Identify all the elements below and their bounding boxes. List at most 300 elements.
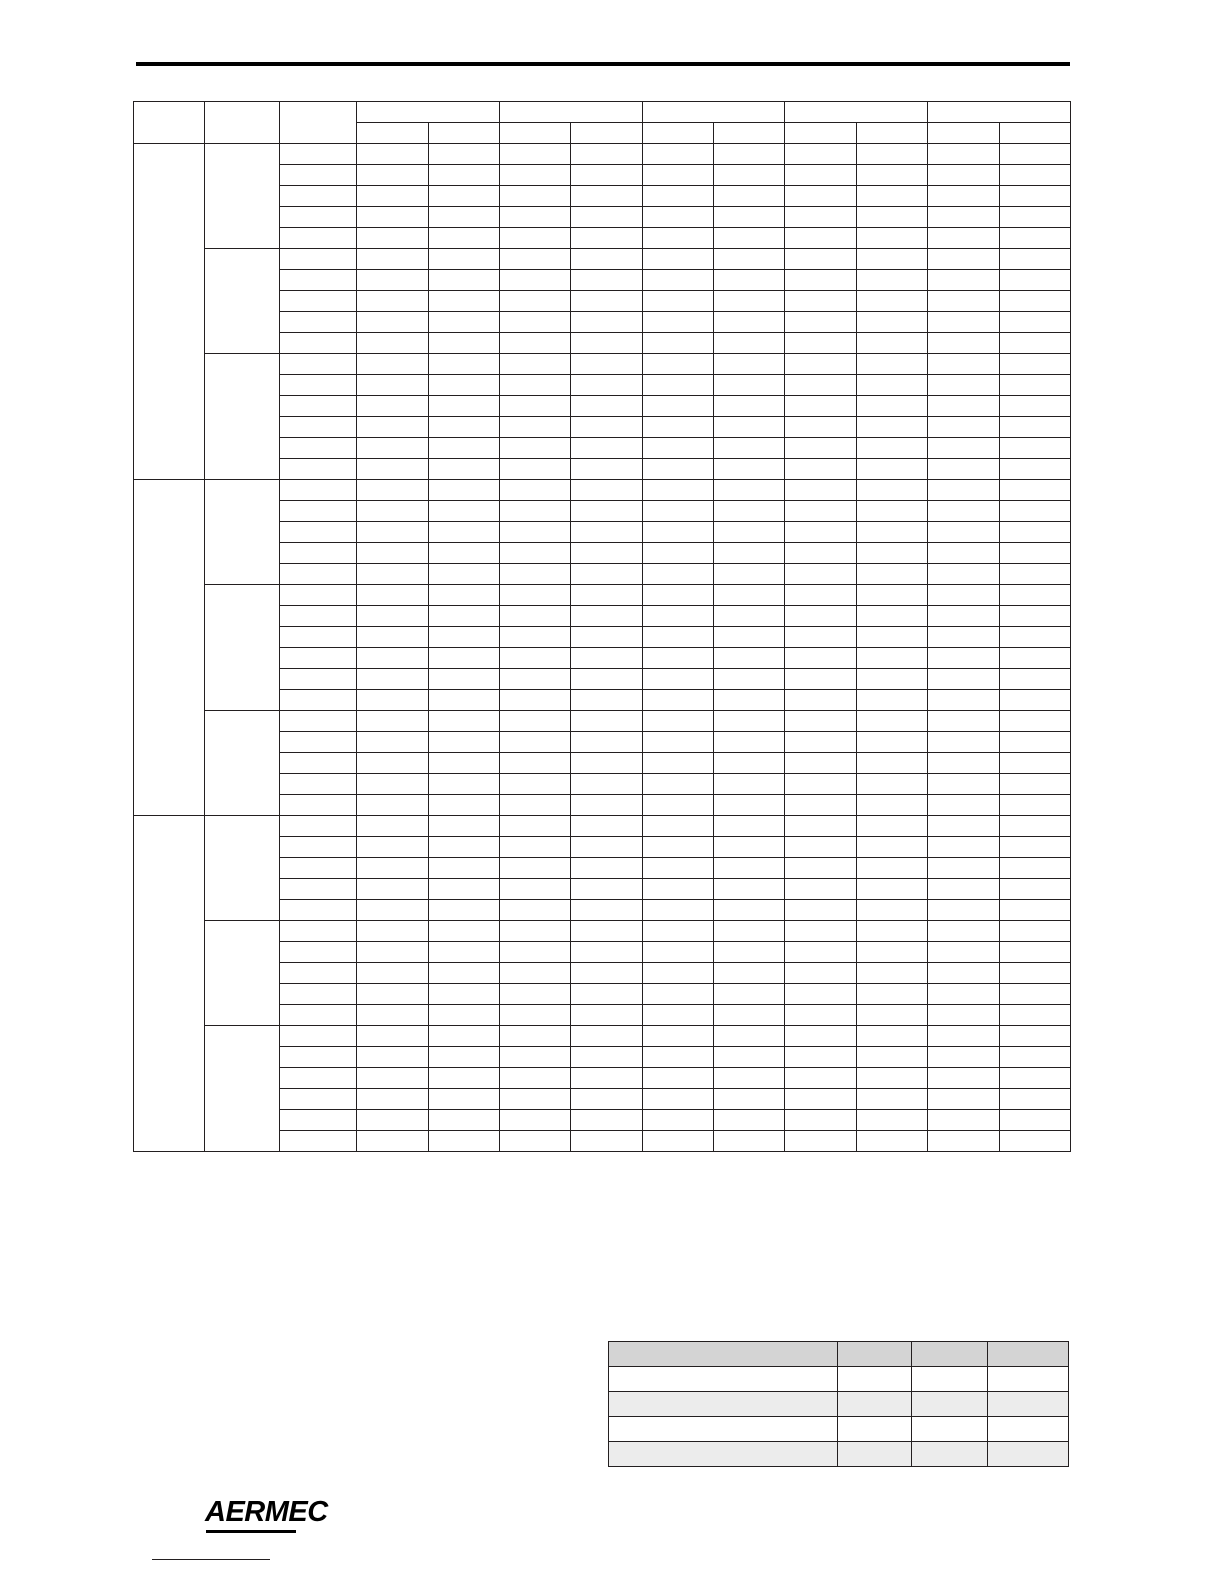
data-cell bbox=[428, 900, 499, 921]
row-value bbox=[838, 1392, 912, 1417]
table-row bbox=[134, 711, 1071, 732]
data-cell bbox=[928, 795, 999, 816]
data-cell bbox=[357, 228, 428, 249]
data-cell bbox=[571, 795, 642, 816]
data-cell bbox=[642, 753, 713, 774]
data-cell bbox=[428, 144, 499, 165]
data-cell bbox=[714, 543, 785, 564]
data-cell bbox=[500, 543, 571, 564]
data-cell bbox=[785, 270, 856, 291]
data-cell bbox=[642, 795, 713, 816]
data-cell bbox=[500, 900, 571, 921]
data-cell bbox=[928, 165, 999, 186]
data-cell bbox=[856, 606, 927, 627]
data-cell bbox=[856, 270, 927, 291]
data-cell bbox=[428, 795, 499, 816]
row-value bbox=[988, 1417, 1069, 1442]
data-cell bbox=[928, 648, 999, 669]
unit-cell bbox=[280, 333, 357, 354]
row-value bbox=[912, 1417, 988, 1442]
data-cell bbox=[714, 858, 785, 879]
data-cell bbox=[428, 816, 499, 837]
data-cell bbox=[999, 480, 1070, 501]
header-sub-4 bbox=[571, 123, 642, 144]
data-cell bbox=[999, 879, 1070, 900]
data-cell bbox=[999, 816, 1070, 837]
data-cell bbox=[856, 921, 927, 942]
data-cell bbox=[785, 564, 856, 585]
data-cell bbox=[357, 333, 428, 354]
data-cell bbox=[357, 1005, 428, 1026]
data-cell bbox=[642, 627, 713, 648]
data-cell bbox=[856, 249, 927, 270]
unit-cell bbox=[280, 312, 357, 333]
data-cell bbox=[928, 417, 999, 438]
data-cell bbox=[785, 900, 856, 921]
data-cell bbox=[785, 1089, 856, 1110]
data-cell bbox=[928, 963, 999, 984]
data-cell bbox=[999, 648, 1070, 669]
data-cell bbox=[642, 354, 713, 375]
unit-cell bbox=[280, 774, 357, 795]
data-cell bbox=[714, 942, 785, 963]
data-cell bbox=[928, 1026, 999, 1047]
data-cell bbox=[999, 774, 1070, 795]
data-cell bbox=[928, 543, 999, 564]
data-cell bbox=[856, 165, 927, 186]
data-cell bbox=[642, 879, 713, 900]
data-cell bbox=[785, 774, 856, 795]
data-cell bbox=[428, 291, 499, 312]
subgroup-label-cell-3-1 bbox=[205, 816, 280, 921]
data-cell bbox=[571, 669, 642, 690]
data-cell bbox=[500, 501, 571, 522]
data-cell bbox=[785, 543, 856, 564]
data-cell bbox=[856, 858, 927, 879]
data-cell bbox=[357, 816, 428, 837]
data-cell bbox=[856, 1089, 927, 1110]
unit-cell bbox=[280, 1026, 357, 1047]
data-cell bbox=[571, 333, 642, 354]
data-cell bbox=[428, 1068, 499, 1089]
data-cell bbox=[856, 186, 927, 207]
data-cell bbox=[999, 144, 1070, 165]
data-cell bbox=[571, 585, 642, 606]
data-cell bbox=[571, 228, 642, 249]
row-label bbox=[609, 1442, 838, 1467]
data-cell bbox=[785, 858, 856, 879]
table-row bbox=[134, 816, 1071, 837]
data-cell bbox=[856, 543, 927, 564]
data-cell bbox=[571, 1089, 642, 1110]
data-cell bbox=[357, 249, 428, 270]
data-cell bbox=[785, 501, 856, 522]
data-cell bbox=[785, 333, 856, 354]
data-cell bbox=[928, 879, 999, 900]
data-cell bbox=[856, 564, 927, 585]
data-cell bbox=[999, 753, 1070, 774]
data-cell bbox=[428, 879, 499, 900]
secondary-table bbox=[608, 1341, 1069, 1467]
main-data-table-container bbox=[133, 101, 1071, 1152]
data-cell bbox=[571, 249, 642, 270]
unit-cell bbox=[280, 438, 357, 459]
data-cell bbox=[642, 333, 713, 354]
data-cell bbox=[357, 501, 428, 522]
data-cell bbox=[856, 333, 927, 354]
unit-cell bbox=[280, 879, 357, 900]
data-cell bbox=[642, 396, 713, 417]
data-cell bbox=[856, 480, 927, 501]
data-cell bbox=[785, 711, 856, 732]
data-cell bbox=[571, 501, 642, 522]
data-cell bbox=[571, 186, 642, 207]
data-cell bbox=[428, 1110, 499, 1131]
data-cell bbox=[999, 396, 1070, 417]
data-cell bbox=[856, 1068, 927, 1089]
data-cell bbox=[856, 291, 927, 312]
data-cell bbox=[357, 354, 428, 375]
data-cell bbox=[642, 711, 713, 732]
data-cell bbox=[428, 690, 499, 711]
data-cell bbox=[642, 963, 713, 984]
data-cell bbox=[999, 354, 1070, 375]
data-cell bbox=[714, 291, 785, 312]
data-cell bbox=[571, 1068, 642, 1089]
table-header-row-1 bbox=[134, 102, 1071, 123]
unit-cell bbox=[280, 942, 357, 963]
data-cell bbox=[357, 543, 428, 564]
table-row bbox=[134, 144, 1071, 165]
data-cell bbox=[500, 249, 571, 270]
data-cell bbox=[642, 564, 713, 585]
group-label-cell-2 bbox=[134, 480, 205, 816]
data-cell bbox=[999, 459, 1070, 480]
data-cell bbox=[856, 774, 927, 795]
data-cell bbox=[500, 753, 571, 774]
data-cell bbox=[357, 627, 428, 648]
unit-cell bbox=[280, 1005, 357, 1026]
data-cell bbox=[642, 228, 713, 249]
data-cell bbox=[856, 1047, 927, 1068]
data-cell bbox=[500, 1110, 571, 1131]
unit-cell bbox=[280, 522, 357, 543]
data-cell bbox=[571, 858, 642, 879]
row-label bbox=[609, 1392, 838, 1417]
data-cell bbox=[571, 291, 642, 312]
data-cell bbox=[928, 984, 999, 1005]
data-cell bbox=[642, 732, 713, 753]
header-cell-group bbox=[134, 102, 205, 144]
data-cell bbox=[357, 1089, 428, 1110]
data-cell bbox=[714, 312, 785, 333]
data-cell bbox=[642, 438, 713, 459]
data-cell bbox=[357, 921, 428, 942]
data-cell bbox=[856, 501, 927, 522]
data-cell bbox=[714, 963, 785, 984]
data-cell bbox=[928, 690, 999, 711]
header-sub-5 bbox=[642, 123, 713, 144]
data-cell bbox=[357, 732, 428, 753]
data-cell bbox=[357, 270, 428, 291]
header-cell-span-1 bbox=[357, 102, 500, 123]
data-cell bbox=[999, 375, 1070, 396]
data-cell bbox=[642, 165, 713, 186]
data-cell bbox=[928, 480, 999, 501]
data-cell bbox=[928, 186, 999, 207]
data-cell bbox=[714, 795, 785, 816]
data-cell bbox=[714, 1005, 785, 1026]
data-cell bbox=[571, 165, 642, 186]
data-cell bbox=[714, 228, 785, 249]
data-cell bbox=[642, 1110, 713, 1131]
unit-cell bbox=[280, 900, 357, 921]
data-cell bbox=[928, 1068, 999, 1089]
unit-cell bbox=[280, 921, 357, 942]
data-cell bbox=[642, 207, 713, 228]
data-cell bbox=[500, 585, 571, 606]
data-cell bbox=[357, 459, 428, 480]
data-cell bbox=[785, 249, 856, 270]
data-cell bbox=[500, 1005, 571, 1026]
data-cell bbox=[785, 459, 856, 480]
data-cell bbox=[571, 627, 642, 648]
data-cell bbox=[500, 837, 571, 858]
data-cell bbox=[571, 732, 642, 753]
main-data-table bbox=[133, 101, 1071, 1152]
row-label bbox=[609, 1367, 838, 1392]
data-cell bbox=[928, 921, 999, 942]
data-cell bbox=[785, 879, 856, 900]
data-cell bbox=[928, 711, 999, 732]
data-cell bbox=[785, 522, 856, 543]
data-cell bbox=[999, 1110, 1070, 1131]
unit-cell bbox=[280, 459, 357, 480]
main-table-body bbox=[134, 102, 1071, 1152]
data-cell bbox=[785, 396, 856, 417]
subgroup-label-cell-3-2 bbox=[205, 921, 280, 1026]
data-cell bbox=[785, 207, 856, 228]
data-cell bbox=[500, 438, 571, 459]
data-cell bbox=[714, 480, 785, 501]
data-cell bbox=[357, 837, 428, 858]
data-cell bbox=[714, 732, 785, 753]
unit-cell bbox=[280, 270, 357, 291]
data-cell bbox=[357, 396, 428, 417]
data-cell bbox=[785, 312, 856, 333]
data-cell bbox=[571, 1005, 642, 1026]
table-row bbox=[609, 1392, 1069, 1417]
data-cell bbox=[500, 417, 571, 438]
table-row bbox=[134, 249, 1071, 270]
data-cell bbox=[642, 375, 713, 396]
data-cell bbox=[928, 228, 999, 249]
data-cell bbox=[856, 375, 927, 396]
data-cell bbox=[999, 564, 1070, 585]
row-value bbox=[838, 1442, 912, 1467]
data-cell bbox=[642, 1047, 713, 1068]
data-cell bbox=[928, 627, 999, 648]
unit-cell bbox=[280, 417, 357, 438]
data-cell bbox=[714, 774, 785, 795]
data-cell bbox=[571, 711, 642, 732]
row-label bbox=[609, 1417, 838, 1442]
data-cell bbox=[785, 417, 856, 438]
data-cell bbox=[714, 354, 785, 375]
data-cell bbox=[357, 690, 428, 711]
data-cell bbox=[928, 501, 999, 522]
data-cell bbox=[785, 627, 856, 648]
data-cell bbox=[500, 1068, 571, 1089]
unit-cell bbox=[280, 564, 357, 585]
data-cell bbox=[714, 879, 785, 900]
data-cell bbox=[785, 1131, 856, 1152]
data-cell bbox=[571, 438, 642, 459]
data-cell bbox=[642, 459, 713, 480]
data-cell bbox=[642, 900, 713, 921]
data-cell bbox=[357, 417, 428, 438]
data-cell bbox=[714, 417, 785, 438]
data-cell bbox=[714, 144, 785, 165]
data-cell bbox=[714, 984, 785, 1005]
data-cell bbox=[571, 207, 642, 228]
data-cell bbox=[428, 963, 499, 984]
data-cell bbox=[785, 942, 856, 963]
data-cell bbox=[571, 837, 642, 858]
data-cell bbox=[500, 333, 571, 354]
data-cell bbox=[642, 984, 713, 1005]
data-cell bbox=[999, 207, 1070, 228]
unit-cell bbox=[280, 984, 357, 1005]
data-cell bbox=[714, 459, 785, 480]
data-cell bbox=[428, 207, 499, 228]
data-cell bbox=[500, 690, 571, 711]
data-cell bbox=[642, 522, 713, 543]
data-cell bbox=[642, 585, 713, 606]
data-cell bbox=[856, 354, 927, 375]
data-cell bbox=[999, 711, 1070, 732]
data-cell bbox=[500, 795, 571, 816]
data-cell bbox=[500, 207, 571, 228]
data-cell bbox=[357, 900, 428, 921]
data-cell bbox=[642, 480, 713, 501]
data-cell bbox=[428, 1026, 499, 1047]
data-cell bbox=[999, 585, 1070, 606]
data-cell bbox=[856, 984, 927, 1005]
data-cell bbox=[999, 606, 1070, 627]
data-cell bbox=[714, 438, 785, 459]
data-cell bbox=[642, 1026, 713, 1047]
row-value bbox=[912, 1367, 988, 1392]
data-cell bbox=[642, 858, 713, 879]
subgroup-label-cell-2-1 bbox=[205, 480, 280, 585]
data-cell bbox=[856, 522, 927, 543]
data-cell bbox=[928, 606, 999, 627]
data-cell bbox=[928, 564, 999, 585]
data-cell bbox=[571, 921, 642, 942]
data-cell bbox=[428, 1089, 499, 1110]
data-cell bbox=[856, 1131, 927, 1152]
unit-cell bbox=[280, 606, 357, 627]
data-cell bbox=[785, 354, 856, 375]
data-cell bbox=[928, 669, 999, 690]
data-cell bbox=[714, 522, 785, 543]
header-cell-span-4 bbox=[785, 102, 928, 123]
row-value bbox=[838, 1367, 912, 1392]
table-row bbox=[609, 1417, 1069, 1442]
data-cell bbox=[428, 417, 499, 438]
data-cell bbox=[714, 564, 785, 585]
data-cell bbox=[357, 942, 428, 963]
unit-cell bbox=[280, 249, 357, 270]
data-cell bbox=[999, 1047, 1070, 1068]
data-cell bbox=[428, 753, 499, 774]
data-cell bbox=[785, 186, 856, 207]
data-cell bbox=[571, 963, 642, 984]
data-cell bbox=[428, 606, 499, 627]
data-cell bbox=[428, 228, 499, 249]
row-value bbox=[988, 1442, 1069, 1467]
data-cell bbox=[856, 732, 927, 753]
data-cell bbox=[428, 186, 499, 207]
data-cell bbox=[642, 1131, 713, 1152]
data-cell bbox=[999, 900, 1070, 921]
data-cell bbox=[500, 522, 571, 543]
data-cell bbox=[571, 270, 642, 291]
unit-cell bbox=[280, 354, 357, 375]
data-cell bbox=[928, 942, 999, 963]
data-cell bbox=[357, 1026, 428, 1047]
row-value bbox=[838, 1342, 912, 1367]
data-cell bbox=[500, 1089, 571, 1110]
row-value bbox=[912, 1442, 988, 1467]
data-cell bbox=[571, 1047, 642, 1068]
data-cell bbox=[999, 942, 1070, 963]
data-cell bbox=[642, 942, 713, 963]
data-cell bbox=[856, 312, 927, 333]
data-cell bbox=[500, 984, 571, 1005]
unit-cell bbox=[280, 228, 357, 249]
data-cell bbox=[999, 543, 1070, 564]
data-cell bbox=[785, 291, 856, 312]
data-cell bbox=[642, 921, 713, 942]
data-cell bbox=[928, 207, 999, 228]
data-cell bbox=[785, 669, 856, 690]
data-cell bbox=[999, 984, 1070, 1005]
data-cell bbox=[571, 1110, 642, 1131]
data-cell bbox=[785, 480, 856, 501]
data-cell bbox=[357, 165, 428, 186]
unit-cell bbox=[280, 375, 357, 396]
data-cell bbox=[999, 165, 1070, 186]
data-cell bbox=[642, 1005, 713, 1026]
data-cell bbox=[428, 522, 499, 543]
data-cell bbox=[999, 669, 1070, 690]
data-cell bbox=[428, 774, 499, 795]
unit-cell bbox=[280, 711, 357, 732]
data-cell bbox=[500, 921, 571, 942]
data-cell bbox=[856, 459, 927, 480]
data-cell bbox=[856, 144, 927, 165]
page-top-rule bbox=[136, 62, 1070, 66]
data-cell bbox=[428, 1131, 499, 1152]
table-row bbox=[134, 585, 1071, 606]
data-cell bbox=[500, 879, 571, 900]
data-cell bbox=[500, 648, 571, 669]
data-cell bbox=[428, 249, 499, 270]
data-cell bbox=[500, 1047, 571, 1068]
data-cell bbox=[714, 669, 785, 690]
